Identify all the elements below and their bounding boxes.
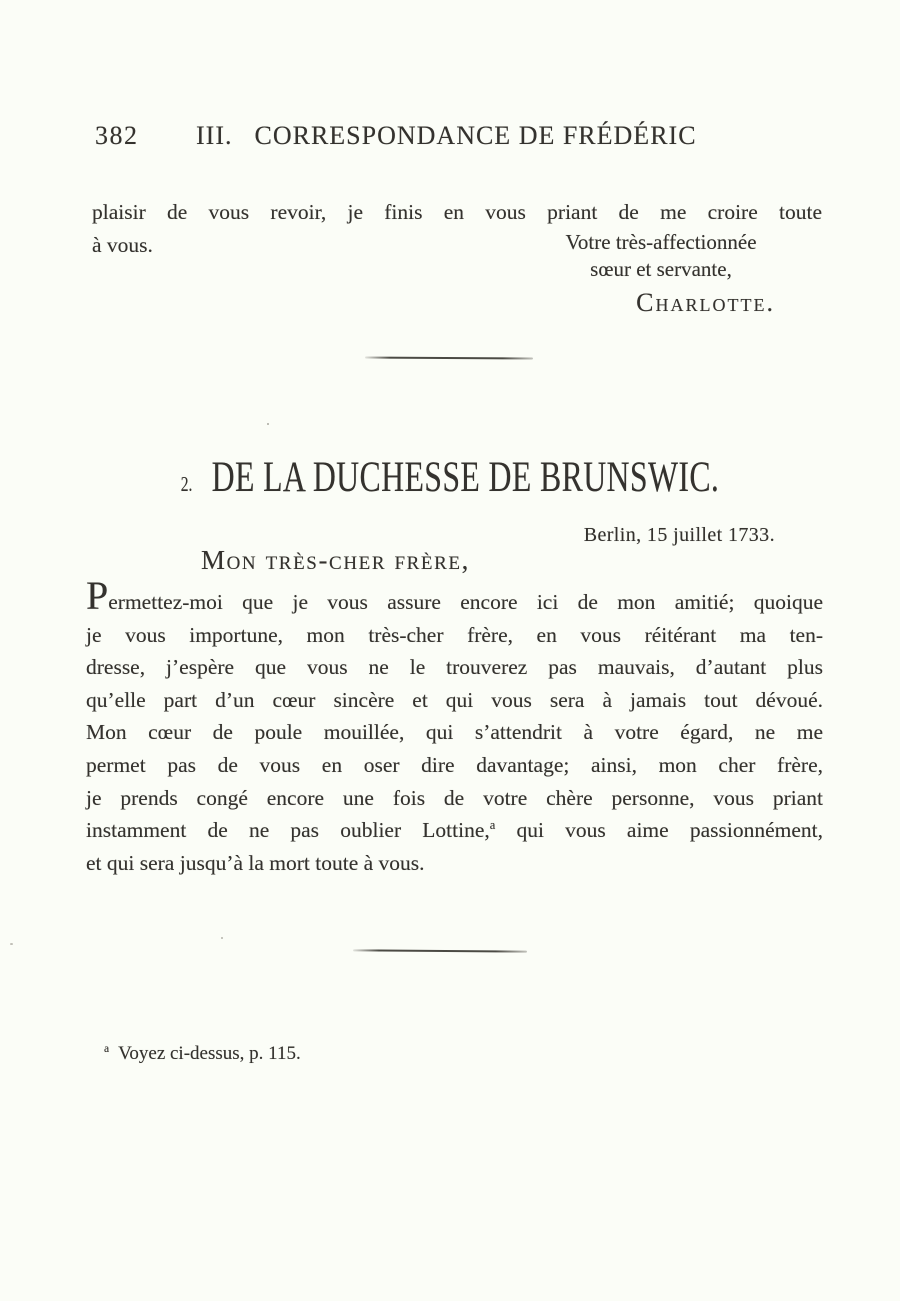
letter-text-line bbox=[86, 573, 823, 619]
footnote-reference: a bbox=[489, 818, 496, 832]
footnote-marker: a bbox=[104, 1042, 110, 1055]
dateline: Berlin, 15 juillet 1733. bbox=[583, 524, 775, 546]
letter-text-line: permet pas de vous en oser dire davantage; ainsi, mon cher frère, bbox=[86, 752, 823, 777]
closing-line: sœur et servante, bbox=[590, 257, 732, 281]
letter-closing bbox=[450, 229, 872, 283]
footnote-text: Voyez ci-dessus, p. 115. bbox=[118, 1043, 301, 1064]
running-section-numeral: III. bbox=[196, 121, 233, 150]
letter-text-line: je prends congé encore une fois de votre chère personne, vous priant bbox=[86, 785, 823, 810]
letter-text-line: à vous. bbox=[92, 233, 153, 257]
letter-text-line bbox=[86, 814, 823, 847]
running-title bbox=[196, 121, 697, 151]
letter-text-line: Mon cœur de poule mouillée, qui s’attendrit à votre égard, ne me bbox=[86, 720, 823, 745]
closing-line: Votre très-affectionnée bbox=[565, 230, 757, 254]
footnote bbox=[104, 1043, 301, 1065]
letter-text-line: dresse, j’espère que vous ne le trouverez pas mauvais, d’autant plus bbox=[86, 655, 823, 680]
letter-text-line: qu’elle part d’un cœur sincère et qui vous sera à jamais tout dévoué. bbox=[86, 687, 823, 712]
letter-text-line: et qui sera jusqu’à la mort toute à vous. bbox=[86, 850, 425, 875]
scan-speck bbox=[221, 937, 223, 939]
page-number: 382 bbox=[95, 121, 139, 150]
letter-number: 2. bbox=[180, 472, 193, 496]
scan-speck bbox=[267, 423, 269, 425]
letter-text: qui vous aime passionnément, bbox=[495, 818, 824, 843]
letter-text: ermettez-moi que je vous assure encore ici de mon amitié; quoique bbox=[108, 590, 823, 614]
running-title-text: CORRESPONDANCE DE FRÉDÉRIC bbox=[254, 121, 697, 150]
initial-capital: P bbox=[86, 573, 109, 618]
salutation: Mon très-cher frère, bbox=[201, 545, 470, 575]
running-header bbox=[0, 121, 900, 153]
letter-body bbox=[86, 573, 824, 879]
signature: Charlotte. bbox=[636, 288, 775, 317]
scan-speck bbox=[10, 943, 13, 945]
letter-text-line: plaisir de vous revoir, je finis en vous priant de me croire toute bbox=[92, 200, 822, 224]
letter-text-line: je vous importune, mon très-cher frère, en vous réitérant ma ten- bbox=[86, 622, 823, 647]
letter-heading bbox=[117, 456, 783, 499]
section-divider bbox=[365, 356, 533, 359]
letter-text: instamment de ne pas oublier Lottine, bbox=[86, 818, 490, 843]
letter-title: DE LA DUCHESSE DE BRUNSWIC. bbox=[211, 454, 720, 501]
letter-end-divider bbox=[353, 949, 527, 952]
